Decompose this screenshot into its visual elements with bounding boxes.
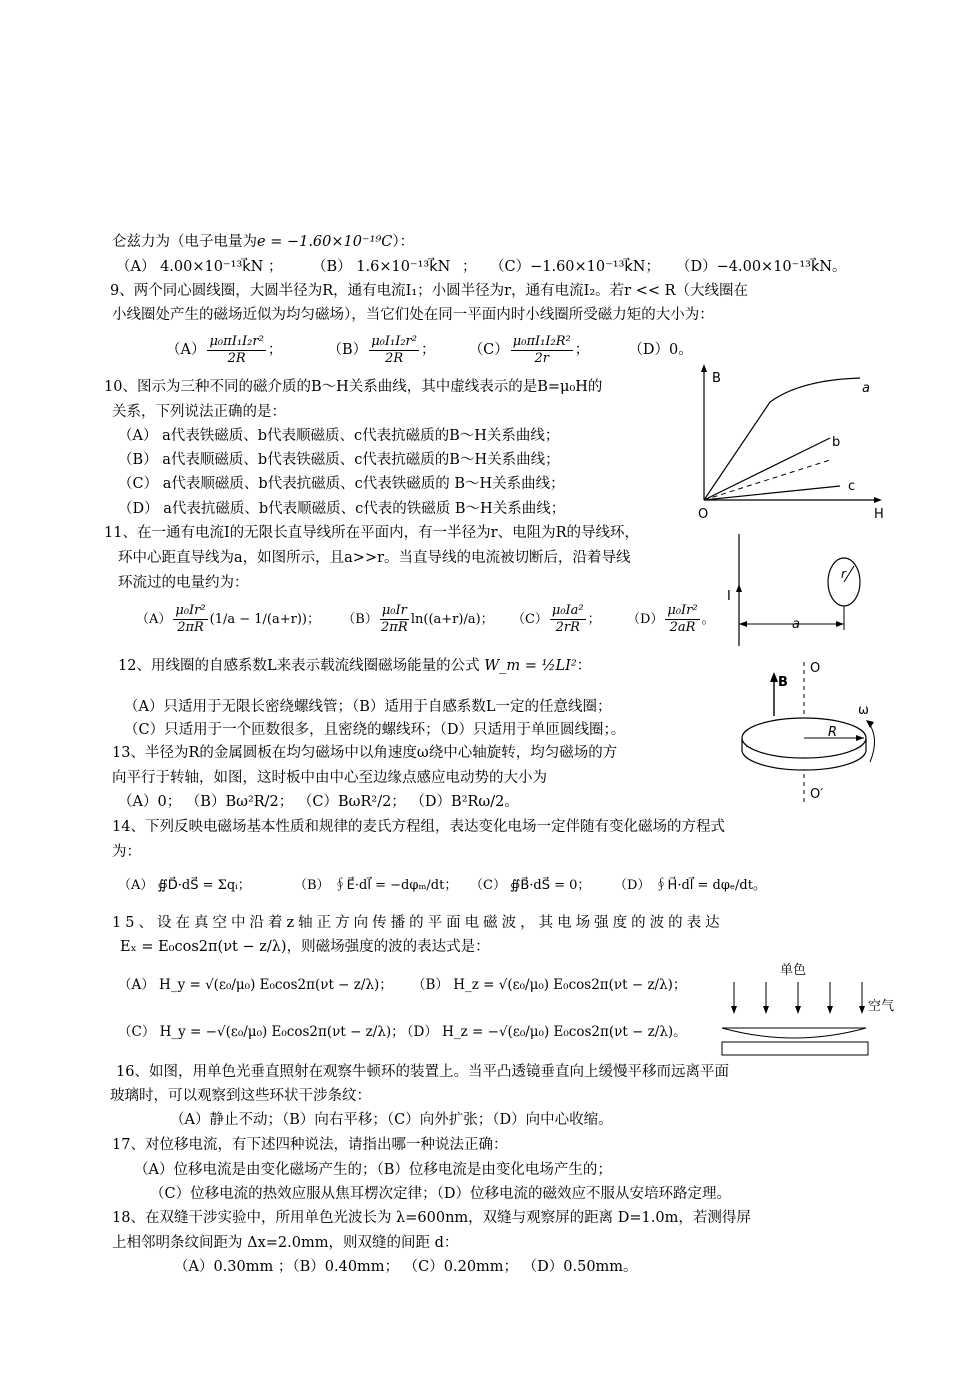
q9-a-den: 2R bbox=[227, 350, 246, 366]
q9-c-frac bbox=[511, 334, 573, 367]
q9-option-d[interactable]: （D）0。 bbox=[628, 342, 693, 358]
q11-a-num: μ₀Ir² bbox=[175, 603, 206, 618]
q11-b-num: μ₀Ir bbox=[381, 603, 407, 618]
q8-option-d[interactable]: （D）−4.00×10⁻¹³k⃗N。 bbox=[676, 259, 847, 275]
q11-c-num: μ₀Ia² bbox=[551, 603, 584, 618]
q11-line3: 环流过的电量约为： bbox=[118, 575, 249, 591]
q12-energy-formula: W_m = ½LI² bbox=[484, 658, 577, 674]
q9-a-num: μ₀πI₁I₂r² bbox=[209, 333, 264, 349]
q13-omega-label: ω bbox=[858, 703, 869, 718]
q13-rotating-disc-figure bbox=[734, 658, 884, 806]
q9-c-num: μ₀πI₁I₂R² bbox=[512, 333, 571, 349]
q12-options-row2[interactable]: （C）只适用于一个匝数很多，且密绕的螺线环；（D）只适用于单匝圆线圈；。 bbox=[124, 722, 626, 738]
q15-option-c[interactable]: （C） H_y = −√(ε₀/μ₀) E₀cos2π(νt − z/λ)； bbox=[118, 1024, 405, 1040]
q11-c-label: （C） bbox=[511, 612, 548, 627]
q11-d-num: μ₀Ir² bbox=[667, 603, 698, 618]
q14-option-a[interactable]: （A） ∯D⃗·dS⃗ = Σqᵢ； bbox=[118, 878, 251, 893]
q9-b-label: （B） bbox=[327, 342, 368, 358]
q11-a-tail: (1/a − 1/(a+r))； bbox=[209, 612, 320, 627]
q9-c-sep: ； bbox=[574, 342, 590, 358]
q11-a-label: （A） bbox=[136, 612, 172, 627]
q10-option-a[interactable]: （A） a代表铁磁质、b代表顺磁质、c代表抗磁质的B～H关系曲线； bbox=[118, 428, 560, 444]
q14-option-c[interactable]: （C） ∯B⃗·dS⃗ = 0； bbox=[470, 878, 591, 893]
q8-sep-b: ； bbox=[462, 259, 477, 275]
q10-line2: 关系，下列说法正确的是： bbox=[112, 404, 286, 420]
q11-c-frac bbox=[550, 603, 586, 636]
q10-x-label: H bbox=[874, 507, 884, 522]
q11-a-den: 2πR bbox=[177, 620, 204, 635]
q11-d-frac bbox=[665, 603, 699, 636]
q11-c-den: 2rR bbox=[555, 620, 580, 635]
q8-tail-end: ）： bbox=[392, 234, 415, 250]
q16-options[interactable]: （A）静止不动；（B）向右平移；（C）向外扩张；（D）向中心收缩。 bbox=[170, 1112, 613, 1128]
q10-bh-graph bbox=[690, 360, 900, 525]
q11-d-den: 2aR bbox=[669, 620, 696, 635]
q11-distance-label: a bbox=[792, 617, 800, 632]
q11-d-tail: 。 bbox=[701, 612, 715, 627]
q18-line2: 上相邻明条纹间距为 Δx=2.0mm，则双缝的间距 d： bbox=[112, 1235, 459, 1251]
q11-c-tail: ； bbox=[587, 612, 601, 627]
q10-x-arrow bbox=[874, 497, 882, 503]
q11-d-label: （D） bbox=[626, 612, 664, 627]
q11-options bbox=[136, 600, 715, 640]
q11-option-c[interactable] bbox=[511, 603, 601, 635]
q10-option-d[interactable]: （D） a代表抗磁质、b代表顺磁质、c代表的铁磁质 B～H关系曲线； bbox=[118, 501, 566, 517]
q9-option-c[interactable] bbox=[468, 333, 590, 366]
q16-mono-light-label: 单色 bbox=[780, 963, 807, 978]
q11-line1: 11、在一通有电流I的无限长直导线所在平面内，有一半径为r、电阻为R的导线环， bbox=[104, 525, 640, 541]
q9-options bbox=[166, 330, 693, 370]
q13-line2: 向平行于转轴，如图，这时板中由中心至边缘点感应电动势的大小为 bbox=[112, 770, 547, 786]
q16-line1: 16、如图，用单色光垂直照射在观察牛顿环的装置上。当平凸透镜垂直向上缓慢平移而远离平面 bbox=[116, 1064, 729, 1080]
q10-option-c[interactable]: （C） a代表顺磁质、b代表抗磁质、c代表铁磁质的 B～H关系曲线； bbox=[118, 476, 565, 492]
q9-c-label: （C） bbox=[468, 342, 509, 358]
q16-plano-convex-lens bbox=[722, 1028, 866, 1038]
q9-b-den: 2R bbox=[385, 350, 404, 366]
q9-option-a[interactable] bbox=[166, 333, 283, 366]
q8-option-b[interactable]: （B） 1.6×10⁻¹³k⃗N bbox=[312, 259, 451, 275]
q9-b-sep: ； bbox=[420, 342, 436, 358]
q9-line2: 小线圈处产生的磁场近似为均匀磁场），当它们处在同一平面内时小线圈所受磁力矩的大小为： bbox=[112, 307, 714, 323]
q14-option-b[interactable]: （B） ∮E⃗·dl⃗ = −dφₘ/dt； bbox=[294, 878, 458, 893]
q10-y-arrow bbox=[701, 364, 707, 372]
q9-b-num: μ₀I₁I₂r² bbox=[371, 333, 417, 349]
q14-line1: 14、下列反映电磁场基本性质和规律的麦氏方程组，表达变化电场一定伴随有变化磁场的方程式 bbox=[112, 819, 725, 835]
q12-line1 bbox=[118, 656, 591, 676]
q17-options-row2[interactable]: （C）位移电流的热效应服从焦耳楞次定律；（D）位移电流的磁效应不服从安培环路定理。 bbox=[150, 1186, 731, 1202]
q10-label-c: c bbox=[848, 479, 856, 494]
q11-option-d[interactable] bbox=[626, 603, 715, 635]
q16-light-arrows bbox=[731, 982, 865, 1014]
q13-line1: 13、半径为R的金属圆板在均匀磁场中以角速度ω绕中心轴旋转，均匀磁场的方 bbox=[112, 745, 618, 761]
q13-omega-arrow bbox=[866, 720, 874, 728]
q9-c-den: 2r bbox=[534, 350, 549, 366]
q11-current-arrow bbox=[736, 584, 742, 592]
q16-line2: 玻璃时，可以观察到这些环状干涉条纹： bbox=[110, 1088, 371, 1104]
q11-b-den: 2πR bbox=[381, 620, 408, 635]
q13-options[interactable]: （A）0； （B）Bω²R/2； （C）BωR²/2； （D）B²Rω/2。 bbox=[118, 794, 519, 810]
q10-label-a: a bbox=[862, 381, 870, 396]
q11-line2: 环中心距直导线为a，如图所示，且a>>r。当直导线的电流被切断后，沿着导线 bbox=[118, 550, 631, 566]
q15-line1: 15、设在真空中沿着z轴正方向传播的平面电磁波，其电场强度的波的表达 bbox=[112, 915, 724, 931]
q15-option-a[interactable]: （A） H_y = √(ε₀/μ₀) E₀cos2π(νt − z/λ)； bbox=[118, 977, 393, 993]
q8-sep-a: ； bbox=[268, 259, 283, 275]
q10-y-label: B bbox=[712, 371, 721, 386]
q8-charge-formula: e = −1.60×10⁻¹⁹C bbox=[257, 234, 393, 250]
q18-line1: 18、在双缝干涉实验中，所用单色光波长为 λ=600nm，双缝与观察屏的距离 D=1.0m，若测得屏 bbox=[112, 1210, 751, 1226]
q9-option-b[interactable] bbox=[327, 333, 436, 366]
q10-origin-label: O bbox=[698, 507, 709, 522]
q12-stem-end: ： bbox=[576, 658, 592, 674]
q13-axis-bottom-label: O′ bbox=[810, 787, 824, 802]
q12-stem: 12、用线圈的自感系数L来表示载流线圈磁场能量的公式 bbox=[118, 658, 480, 674]
q13-b-label: B bbox=[778, 675, 788, 690]
q14-line2: 为： bbox=[112, 844, 141, 860]
q16-glass-plate bbox=[722, 1042, 868, 1055]
q11-a-frac bbox=[173, 603, 207, 636]
q18-options[interactable]: （A）0.30mm ；（B）0.40mm； （C）0.20mm； （D）0.50mm。 bbox=[174, 1259, 638, 1275]
q8-tail-text: 仑兹力为（电子电量为 bbox=[112, 234, 257, 250]
q15-line2: Eₓ = E₀cos2π(νt − z/λ)，则磁场强度的波的表达式是： bbox=[120, 939, 490, 955]
q9-line1: 9、两个同心圆线圈，大圆半径为R，通有电流I₁；小圆半径为r，通有电流I₂。若r << R（大线圈在 bbox=[110, 283, 749, 299]
q9-a-frac bbox=[207, 334, 265, 367]
q9-b-frac bbox=[369, 334, 419, 367]
q11-b-frac bbox=[380, 603, 409, 636]
q10-curve-b bbox=[704, 438, 830, 500]
q16-newton-ring-figure bbox=[716, 958, 906, 1060]
q13-b-arrow-head bbox=[770, 672, 778, 682]
q10-option-b[interactable]: （B） a代表顺磁质、b代表铁磁质、c代表抗磁质的B～H关系曲线； bbox=[118, 452, 560, 468]
q9-a-sep: ； bbox=[267, 342, 283, 358]
q13-radius-label: R bbox=[828, 725, 838, 740]
q14-option-d[interactable]: （D） ∮H⃗·dl⃗ = dφₑ/dt。 bbox=[614, 878, 766, 893]
q11-dist-arrow-left bbox=[739, 621, 747, 627]
q13-omega-arc bbox=[868, 722, 875, 762]
q12-options-row1[interactable]: （A）只适用于无限长密绕螺线管；（B）适用于自感系数L一定的任意线圈； bbox=[124, 699, 612, 715]
q17-options-row1[interactable]: （A）位移电流是由变化磁场产生的；（B）位移电流是由变化电场产生的； bbox=[134, 1162, 612, 1178]
q8-option-c[interactable]: （C）−1.60×10⁻¹³k⃗N； bbox=[490, 259, 660, 275]
q10-label-b: b bbox=[832, 435, 841, 450]
q11-current-label: I bbox=[727, 589, 731, 604]
q11-radius-label: r bbox=[841, 567, 846, 581]
q11-wire-loop-figure bbox=[722, 530, 882, 650]
q15-option-d[interactable]: （D） H_z = −√(ε₀/μ₀) E₀cos2π(νt − z/λ)。 bbox=[400, 1024, 687, 1040]
q8-option-a[interactable]: （A） 4.00×10⁻¹³k⃗N bbox=[116, 259, 264, 275]
q11-dist-arrow-right bbox=[836, 621, 844, 627]
q10-line1: 10、图示为三种不同的磁介质的B～H关系曲线，其中虚线表示的是B=μ₀H的 bbox=[104, 379, 603, 395]
q13-axis-top-label: O bbox=[810, 661, 821, 676]
q9-a-label: （A） bbox=[166, 342, 206, 358]
q8-tail bbox=[112, 232, 414, 252]
q11-b-label: （B） bbox=[342, 612, 378, 627]
q17-line1: 17、对位移电流，有下述四种说法，请指出哪一种说法正确： bbox=[112, 1137, 508, 1153]
q11-b-tail: ln((a+r)/a)； bbox=[410, 612, 494, 627]
q16-air-label: 空气 bbox=[868, 999, 895, 1014]
q15-option-b[interactable]: （B） H_z = √(ε₀/μ₀) E₀cos2π(νt − z/λ)； bbox=[412, 977, 687, 993]
